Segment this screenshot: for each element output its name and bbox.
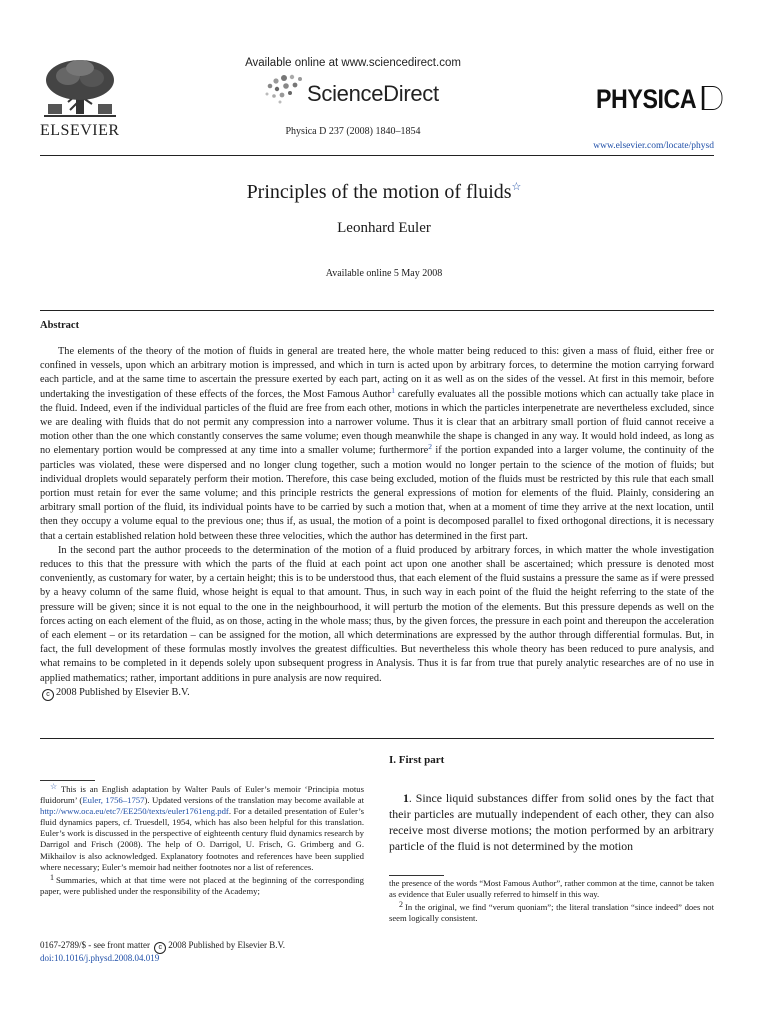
title-footnote-link[interactable]: ☆ [511, 181, 522, 193]
abstract-body [40, 345, 714, 701]
section-heading: I. First part [389, 754, 445, 766]
footnote-2-mark: 2 [399, 900, 403, 909]
publisher-copyright: 2008 Published by Elsevier B.V. [168, 940, 286, 950]
footnote-1-mark: 1 [50, 872, 54, 882]
copyright-icon: c [42, 689, 54, 701]
reference-link-euler[interactable]: Euler, 1756–1757 [82, 795, 145, 806]
physica-d-letter-icon [701, 86, 722, 110]
footnote-text: In the original, we find “verum quoniam”; the literal translation “since indeed” does not seem logically consistent. [389, 902, 714, 923]
abstract-text: The elements of the theory of the motion of fluids in general are treated here, the whole matter being reduced to this: given a mass of fluid, either free or confined in vessels, upon which an arbitrary motion is impressed, and which in turn is acted upon by arbitrary forces, to determine the motion carrying forward each particle, and at the same time to ascertain the pressure exerted by each part, acting on it as well as on the sides of the vessel. At first in this memoir, before undertaking the investigation of these effects of the forces, the Most Famous Author [40, 346, 714, 400]
footnotes-right [389, 878, 714, 926]
article-title-text: Principles of the motion of fluids [246, 181, 512, 203]
sciencedirect-dots-icon [264, 74, 308, 109]
copyright-icon: c [154, 942, 166, 954]
footnote-1-continued: the presence of the words “Most Famous Author”, rather common at the time, cannot be taken as evidence that Euler usually referred to himself in this way. [389, 878, 714, 899]
footnote-rule-right [389, 875, 444, 876]
abstract-paragraph-1 [40, 345, 714, 544]
front-matter-line [40, 940, 285, 954]
article-title [0, 180, 768, 204]
journal-logo [596, 84, 722, 115]
section-paragraph-1 [389, 790, 714, 854]
footnote-link-2[interactable]: 2 [428, 442, 432, 452]
abstract-heading: Abstract [40, 320, 80, 331]
footnote-text: . For a detailed presentation of Euler’s fluid dynamics papers, cf. Truesdell, 1954, which has also been helpful for this translation. Euler’s work is discussed in the perspective of eighteenth century fluid dynamics research by Darrigol and Frisch (2008). The help of O. Darrigol, U. Frisch, G. Grimberg and G. Mikhailov is also acknowledged. Explanatory footnotes and references have been supplied where necessary; Euler’s memoir had neither footnotes nor a list of references. [40, 806, 364, 872]
paragraph-number: 1 [403, 791, 409, 805]
footnote-star [40, 784, 364, 873]
journal-name: PHYSICA [596, 84, 697, 114]
footnote-1 [40, 872, 364, 897]
abstract-text: carefully evaluates all the possible motions which can actually take place in the fluid. Indeed, even if the individual particles of the fluid are free from each other, motions in which the particles interpenetrate are nevertheless excluded, since we are dealing with fluids that do not permit any compression into a narrower volume. Thus it is clear that an arbitrary small portion of fluid cannot receive a motion other than the one which constantly conserves the same volume; even though meanwhile the shape is changed in any way. It would hold indeed, as long as no elementary portion would be compressed at any time into a smaller volume; furthermore [40, 388, 715, 457]
header-divider [40, 155, 714, 156]
footnote-rule-left [40, 780, 95, 781]
abstract-text: if the portion expanded into a larger volume, the continuity of the particles was violated, these were dispersed and no longer clung together, such a motion would no longer pertain to the science of the motion of fluids; but individual droplets would separately perform their motion. Therefore, this case being excluded, motion of the fluids must be restricted by this rule that each small portion must retain for ever the same volume; and this principle restricts the general expressions of motion for elements of the fluid. Plainly, considering an arbitrary small portion of the fluid, its individual points have to be carried by such a motion that, when at a moment of time they arrive at the next location, until then they occupy a volume equal to the previous one; thus if, as usual, the motion of a point is decomposed parallel to fixed orthogonal directions, it is necessary that a certain established relation hold between these three velocities, which the author has determined in the first part. [40, 445, 714, 542]
footnote-star-mark: ☆ [50, 782, 59, 791]
title-divider [40, 310, 714, 311]
journal-citation: Physica D 237 (2008) 1840–1854 [285, 126, 421, 137]
available-date: Available online 5 May 2008 [325, 268, 443, 279]
abstract-copyright [40, 686, 714, 701]
available-online-banner: Available online at www.sciencedirect.com [245, 57, 461, 69]
issn-text: 0167-2789/$ - see front matter [40, 940, 150, 950]
footnotes-left [40, 784, 364, 899]
paragraph-text [389, 790, 714, 854]
footnote-text: Summaries, which at that time were not placed at the beginning of the corresponding paper, were published under the responsibility of the Academy; [40, 874, 364, 896]
footnote-text: ). Updated versions of the translation may become available at [144, 795, 364, 806]
sciencedirect-wordmark: ScienceDirect [307, 81, 439, 106]
footnote-2 [389, 902, 714, 924]
footnote-link-1[interactable]: 1 [391, 385, 395, 395]
translation-url-link[interactable]: http://www.oca.eu/etc7/EE250/texts/euler1761eng.pdf [40, 806, 229, 817]
abstract-paragraph-2: In the second part the author proceeds to the determination of the motion of a fluid produced by arbitrary forces, in which matter the whole investigation reduces to this that the pressure with which the parts of the fluid at each point act upon one another shall be ascertained; which pressure is denoted most conveniently, as customary for water, by a certain height; this is to be understood thus, that each element of the fluid sustains a pressure the same as if were pressed by a heavy column of the same fluid, whose height is equal to that amount. Thus, in such way in each point of the fluid the height referring to the state of the pressure will be given; since it is not equal to the one in the neighbourhood, it will perturb the motion of the elements. But this pressure depends as well on the forces acting on each element of the fluid, as on those, acting in the whole mass; thus, by the given forces, the pressure in each point and thereupon the acceleration of each element – or its retardation – can be assigned for the motion, all which determinations are expressed by the author through differential formulas. But, in fact, the full development of these formulas mostly involves the greatest difficulties. But nevertheless this whole theory has been reduced to pure analysis, and what remains to be completed in it depends solely upon subsequent progress in Analysis. Thus it is far from true that purely analytic researches are of no use in applied mathematics; rather, important additions in pure analysis are now required. [40, 544, 714, 684]
doi-link[interactable]: doi:10.1016/j.physd.2008.04.019 [40, 953, 160, 963]
author-name: Leonhard Euler [337, 220, 431, 236]
copyright-text: 2008 Published by Elsevier B.V. [56, 686, 190, 698]
footnote-text: This is an English adaptation by Walter Pauls of Euler’s memoir ‘Principia motus fluidorum’ ( [40, 784, 364, 806]
abstract-divider [40, 738, 714, 739]
paragraph-body: . Since liquid substances differ from solid ones by the fact that their particles are mutually independent of each other, they can also receive most diverse motions; the motion performed by an arbitrary particle of the fluid is not determined by the motion [389, 791, 714, 853]
publisher-name: ELSEVIER [40, 122, 120, 139]
journal-url-link[interactable]: www.elsevier.com/locate/physd [593, 141, 714, 151]
